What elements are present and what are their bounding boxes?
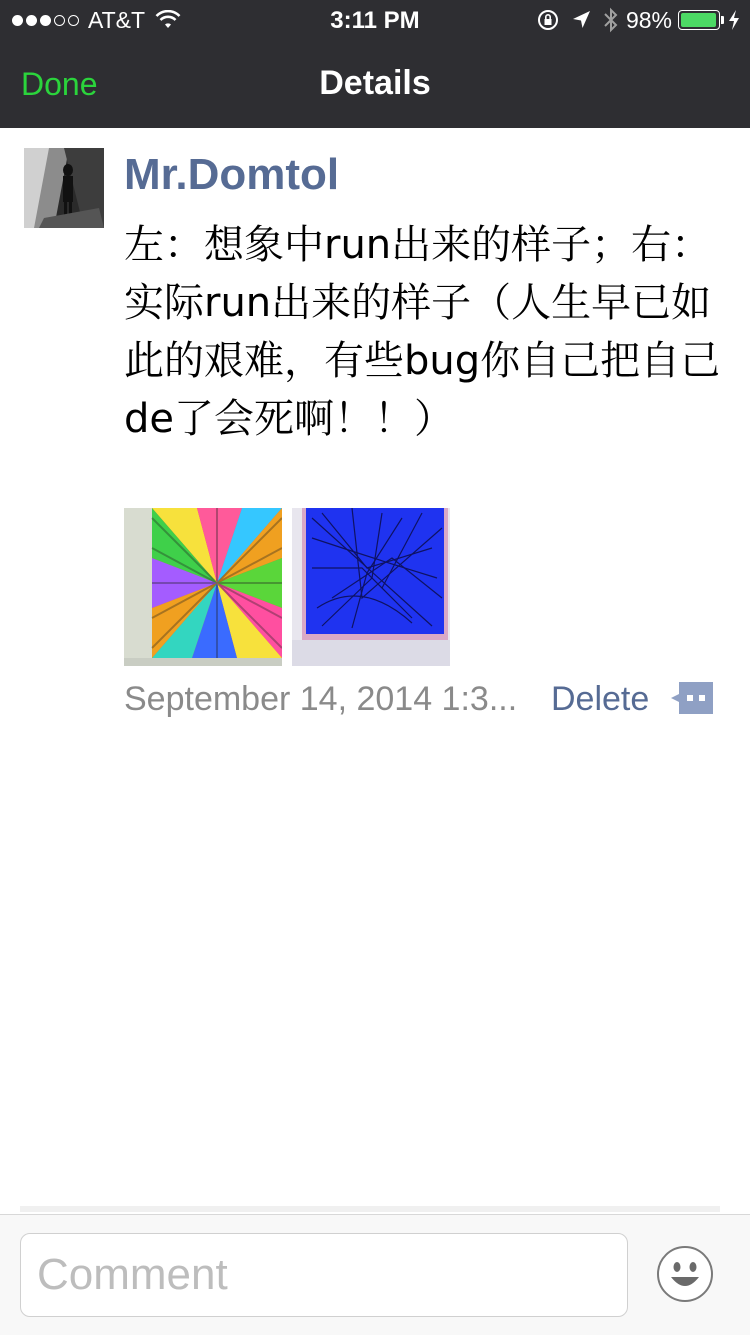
battery-level (681, 13, 716, 27)
post-text: 左：想象中run出来的样子；右：实际run出来的样子（人生早已如此的艰难，有些bug你自己把自己de了会死啊！！） (124, 222, 721, 442)
carrier-name: AT&T (88, 6, 146, 33)
comment-input[interactable] (20, 1233, 628, 1317)
emoji-button-icon[interactable] (656, 1245, 714, 1303)
post-timestamp: September 14, 2014 1:3... (124, 680, 518, 718)
clock: 3:11 PM (330, 7, 420, 34)
charging-bolt-icon (728, 9, 740, 31)
avatar[interactable] (24, 148, 104, 228)
status-bar (0, 0, 750, 40)
comment-bar (0, 1214, 750, 1335)
done-button[interactable]: Done (21, 66, 98, 102)
divider (20, 1206, 720, 1212)
author-name[interactable]: Mr.Domtol (124, 150, 340, 199)
colorful-pinwheel-image (124, 508, 282, 666)
bluetooth-icon (602, 7, 620, 33)
comment-menu-icon[interactable] (669, 680, 715, 716)
status-right-group (536, 6, 740, 34)
photo-thumbnail[interactable] (124, 508, 282, 666)
navigation-bar (0, 40, 750, 128)
rotation-lock-icon (536, 8, 560, 32)
page-title: Details (319, 64, 431, 102)
delete-button[interactable]: Delete (551, 680, 650, 718)
battery-icon (678, 10, 720, 30)
blue-sketch-image (292, 508, 450, 666)
battery-percent: 98% (625, 6, 672, 33)
photo-thumbnail[interactable] (292, 508, 450, 666)
photo-grid (124, 508, 460, 666)
post-meta (124, 676, 724, 722)
location-arrow-icon (570, 8, 594, 32)
